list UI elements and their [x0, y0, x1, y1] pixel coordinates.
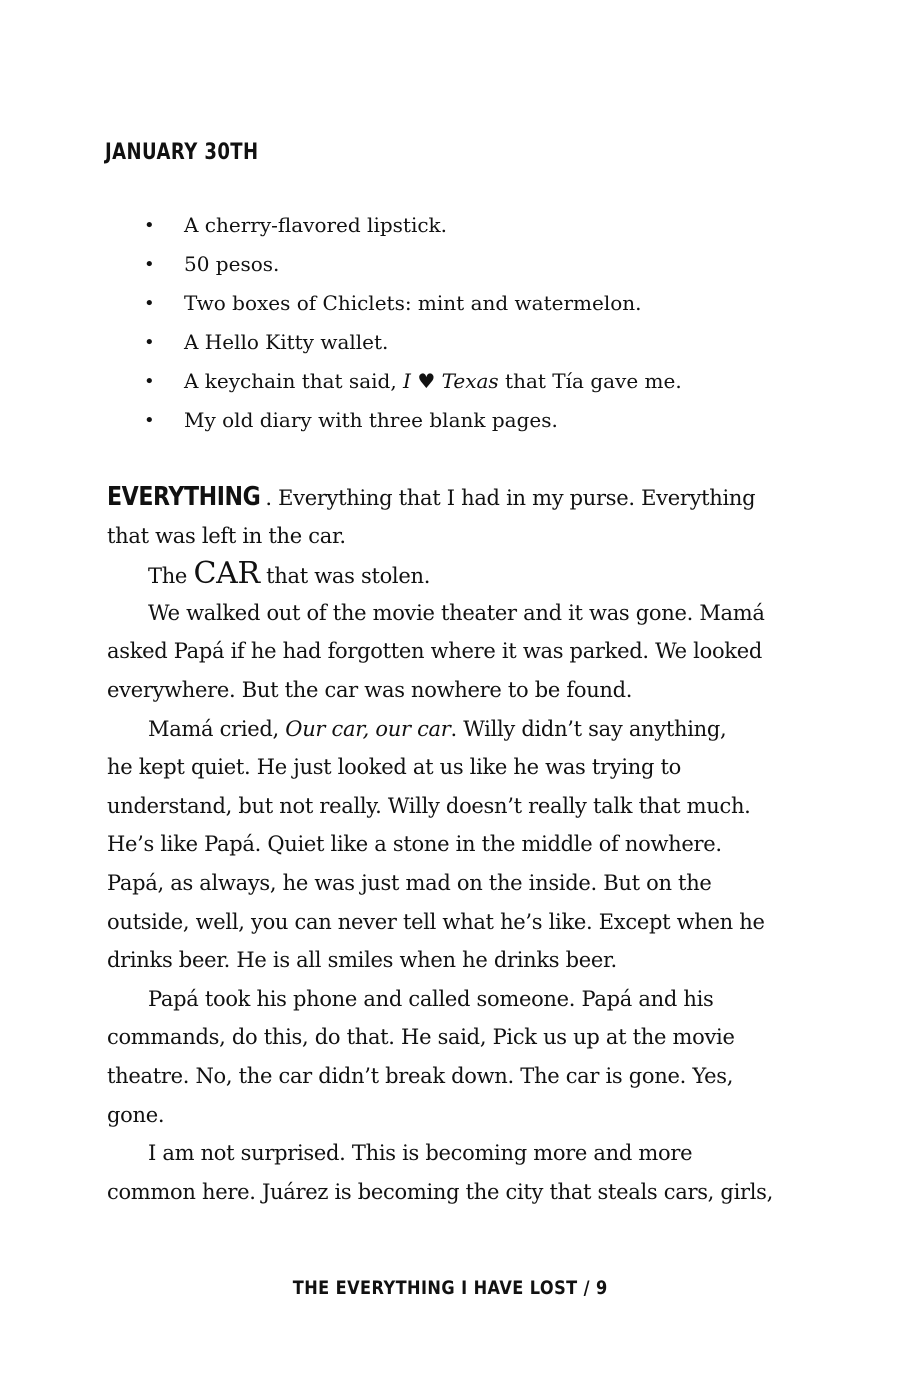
text-line: Papá, as always, he was just mad on the inside. But on the	[107, 870, 712, 895]
list-item: • My old diary with three blank pages.	[140, 401, 682, 440]
text-line: that was left in the car.	[107, 523, 346, 548]
running-footer: THE EVERYTHING I HAVE LOST / 9	[292, 1277, 608, 1299]
heart-icon: ♥	[417, 369, 436, 393]
bullet-icon: •	[144, 215, 155, 236]
body-text	[107, 478, 787, 1211]
text-line: he kept quiet. He just looked at us like he was trying to	[107, 755, 681, 780]
text-line: Mamá cried, Our car, our car. Willy didn’t say anything,	[148, 716, 727, 741]
bullet-icon: •	[144, 332, 155, 353]
text-line: commands, do this, do that. He said, Pick us up at the movie	[107, 1025, 735, 1050]
text-line: everywhere. But the car was nowhere to be found.	[107, 677, 633, 702]
page-number: 9	[595, 1277, 608, 1299]
bullet-icon: •	[144, 254, 155, 275]
list-item: • Two boxes of Chiclets: mint and watermelon.	[140, 284, 682, 323]
text-line: theatre. No, the car didn’t break down. The car is gone. Yes,	[107, 1063, 734, 1088]
text-line: common here. Juárez is becoming the city that steals cars, girls,	[107, 1179, 773, 1204]
emphasized-car: CAR	[193, 556, 260, 592]
bullet-icon: •	[144, 410, 155, 431]
book-title: THE EVERYTHING I HAVE LOST	[292, 1277, 578, 1299]
text-line: We walked out of the movie theater and it was gone. Mamá	[148, 600, 765, 625]
lead-word: EVERYTHING	[107, 482, 261, 512]
bullet-icon: •	[144, 371, 155, 392]
list-item: • 50 pesos.	[140, 245, 682, 284]
text-line: outside, well, you can never tell what he’s like. Except when he	[107, 909, 765, 934]
text-line: Papá took his phone and called someone. Papá and his	[148, 986, 714, 1011]
text-line: EVERYTHING . Everything that I had in my purse. Everything	[107, 478, 787, 517]
text-line: gone.	[107, 1102, 165, 1127]
diary-date-heading: JANUARY 30TH	[105, 140, 259, 165]
bullet-icon: •	[144, 293, 155, 314]
text-line: I am not surprised. This is becoming more and more	[148, 1141, 693, 1166]
list-item: • A cherry-flavored lipstick.	[140, 206, 682, 245]
lost-items-list	[140, 206, 682, 440]
text-line: The CAR that was stolen.	[148, 556, 431, 592]
text-line: drinks beer. He is all smiles when he drinks beer.	[107, 948, 617, 973]
list-item: • A Hello Kitty wallet.	[140, 323, 682, 362]
list-item: • A keychain that said, I ♥ Texas that Tía gave me.	[140, 362, 682, 401]
text-line: asked Papá if he had forgotten where it was parked. We looked	[107, 639, 762, 664]
text-line: He’s like Papá. Quiet like a stone in the middle of nowhere.	[107, 832, 722, 857]
text-line: understand, but not really. Willy doesn’t really talk that much.	[107, 793, 751, 818]
